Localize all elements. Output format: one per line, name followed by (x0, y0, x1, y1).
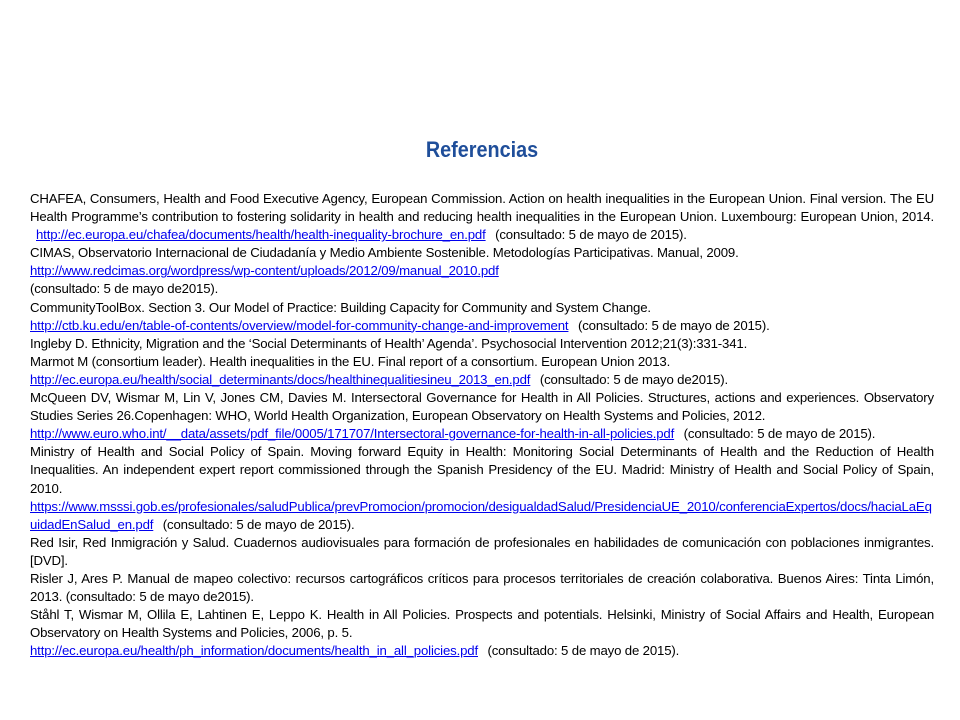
reference-item (30, 443, 934, 533)
reference-text: McQueen DV, Wismar M, Lin V, Jones CM, Davies M. Intersectoral Governance for Health in All Policies. Structures, actions and experiences. Observatory Studies Series 26.Copenhagen: WHO, World Health Organization, European Observatory on Health Systems and Policies, 2012. (30, 390, 934, 424)
reference-note: (consultado: 5 de mayo de 2015). (495, 227, 687, 243)
reference-link[interactable]: http://www.euro.who.int/__data/assets/pdf_file/0005/171707/Intersectoral-governance-for-health-in-all-policies.pdf (30, 426, 675, 442)
reference-item (30, 606, 934, 660)
reference-list (30, 190, 934, 660)
reference-item (30, 534, 934, 570)
reference-text: Risler J, Ares P. Manual de mapeo colectivo: recursos cartográficos críticos para procesos territoriales de creación colaborativa. Buenos Aires: Tinta Limón, 2013. (consultado: 5 de mayo de2015). (30, 570, 934, 605)
reference-link[interactable]: http://ec.europa.eu/health/social_determinants/docs/healthinequalitiesineu_2013_en.pdf (30, 371, 531, 387)
reference-item (30, 335, 934, 353)
reference-note: (consultado: 5 de mayo de2015). (539, 371, 729, 387)
reference-link[interactable]: http://ctb.ku.edu/en/table-of-contents/overview/model-for-community-change-and-improvement (30, 317, 569, 333)
reference-link[interactable]: https://www.msssi.gob.es/profesionales/saludPublica/prevPromocion/promocion/desigualdadSalud/PresidenciaUE_2010/conferenciaExpertos/docs/haciaLaEquidadEnSalud_en.pdf (30, 498, 932, 532)
reference-item (30, 244, 934, 298)
reference-link[interactable]: http://ec.europa.eu/chafea/documents/health/health-inequality-brochure_en.pdf (36, 227, 486, 243)
reference-text: Ståhl T, Wismar M, Ollila E, Lahtinen E, Leppo K. Health in All Policies. Prospects and potentials. Helsinki, Ministry of Social Affairs and Health, European Observatory on Health Systems and Policies, 2006, p. 5. (30, 607, 934, 641)
reference-link[interactable]: http://www.redcimas.org/wordpress/wp-content/uploads/2012/09/manual_2010.pdf (30, 263, 499, 279)
reference-note: (consultado: 5 de mayo de 2015). (683, 426, 876, 442)
reference-text: CHAFEA, Consumers, Health and Food Executive Agency, European Commission. Action on health inequalities in the European Union. Final version. The EU Health Programme’s contribution to fostering solidarity in health and reducing health inequalities in the European Union. Luxembourg: European Union, 2014. (30, 191, 934, 225)
reference-note: (consultado: 5 de mayo de 2015). (487, 643, 680, 659)
reference-item (30, 299, 934, 335)
reference-item (30, 389, 934, 443)
reference-text: Marmot M (consortium leader). Health inequalities in the EU. Final report of a consortium. European Union 2013. (30, 353, 671, 369)
page-title: Referencias (425, 137, 539, 162)
reference-item (30, 353, 934, 389)
reference-text: CommunityToolBox. Section 3. Our Model of Practice: Building Capacity for Community and System Change. (30, 299, 651, 315)
reference-item (30, 570, 934, 606)
reference-link[interactable]: http://ec.europa.eu/health/ph_information/documents/health_in_all_policies.pdf (30, 643, 478, 659)
reference-note: (consultado: 5 de mayo de 2015). (162, 516, 355, 532)
reference-note: (consultado: 5 de mayo de2015). (30, 281, 219, 297)
reference-note: (consultado: 5 de mayo de 2015). (577, 317, 770, 333)
reference-text: Red Isir, Red Inmigración y Salud. Cuadernos audiovisuales para formación de profesionales en habilidades de comunicación con poblaciones inmigrantes. [DVD]. (30, 534, 934, 568)
reference-text: Ingleby D. Ethnicity, Migration and the ‘Social Determinants of Health’ Agenda’. Psychosocial Intervention 2012;21(3):331-341. (30, 335, 748, 351)
reference-item (30, 190, 934, 244)
reference-text: CIMAS, Observatorio Internacional de Ciudadanía y Medio Ambiente Sostenible. Metodologías Participativas. Manual, 2009. (30, 245, 739, 261)
reference-text: Ministry of Health and Social Policy of Spain. Moving forward Equity in Health: Monitoring Social Determinants of Health and the Reduction of Health Inequalities. An independent expert report commissioned through the Spanish Presidency of the EU. Madrid: Ministry of Health and Social Policy of Spain, 2010. (30, 444, 934, 496)
